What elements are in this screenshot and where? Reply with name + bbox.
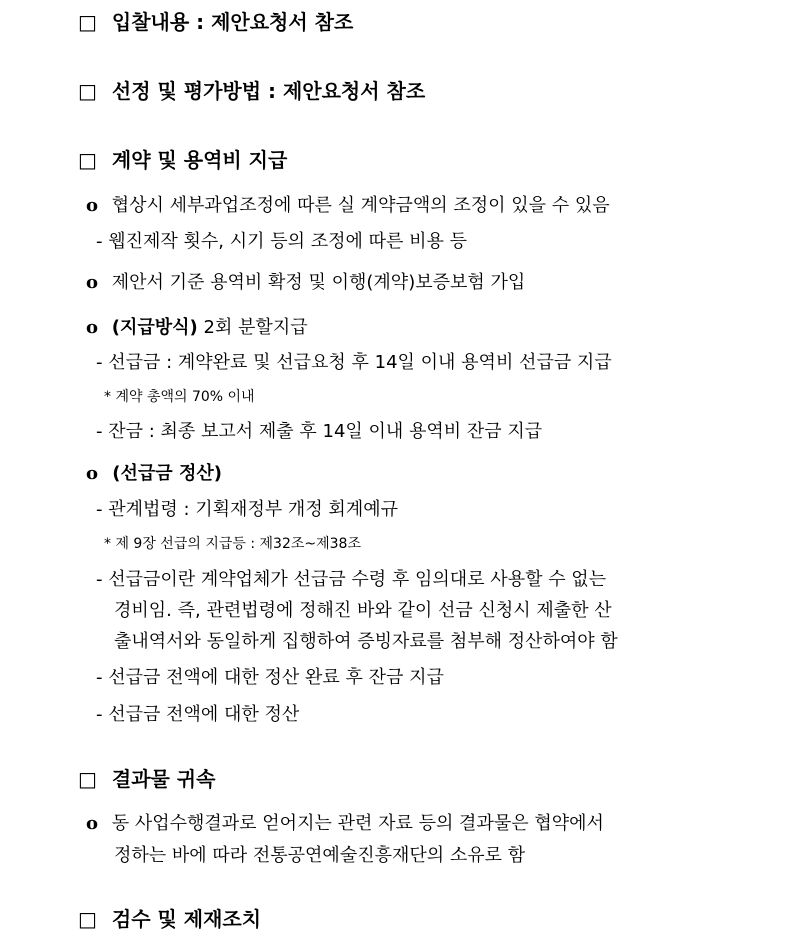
note-text: * 제 9장 선급의 지급등 : 제32조~제38조: [104, 536, 361, 552]
checkbox-square-icon: □: [78, 79, 97, 103]
sub-item-advance-definition-line3: [114, 627, 618, 653]
item-text: 동 사업수행결과로 얻어지는 관련 자료 등의 결과물은 협약에서: [111, 813, 604, 834]
checkbox-square-icon: □: [78, 907, 97, 931]
note-chapter9: [104, 533, 361, 553]
bullet-icon: o: [86, 317, 99, 338]
sub-item-webzine: [96, 227, 467, 253]
sub-item-advance: [96, 348, 612, 374]
list-item-payment-method: [86, 313, 308, 339]
sub-item-related-laws: [96, 495, 398, 521]
section-heading-bid-content: [78, 6, 353, 35]
list-item-ownership-line1: [86, 809, 604, 835]
section-title: 결과물 귀속: [111, 767, 216, 791]
item-text: 2회 분할지급: [197, 317, 308, 338]
list-item-ownership-line2: [114, 841, 525, 867]
sub-item-full-settlement: [96, 700, 299, 726]
list-item-negotiation: [86, 191, 610, 217]
item-label-bold: (지급방식): [111, 317, 198, 338]
checkbox-square-icon: □: [78, 10, 97, 34]
bullet-icon: o: [86, 813, 99, 834]
bullet-icon: o: [86, 272, 99, 293]
section-title: 입찰내용 : 제안요청서 참조: [111, 10, 354, 34]
item-text: - 잔금 : 최종 보고서 제출 후 14일 이내 용역비 잔금 지급: [96, 421, 543, 442]
item-text: - 선급금 전액에 대한 정산 완료 후 잔금 지급: [96, 667, 444, 688]
section-heading-deliverable-ownership: [78, 763, 215, 792]
item-text: 협상시 세부과업조정에 따른 실 계약금액의 조정이 있을 수 있음: [111, 195, 610, 216]
section-title: 선정 및 평가방법 : 제안요청서 참조: [111, 79, 426, 103]
item-text: 제안서 기준 용역비 확정 및 이행(계약)보증보험 가입: [111, 272, 526, 293]
sub-item-advance-definition-line2: [114, 596, 612, 622]
list-item-proposal-basis: [86, 268, 525, 294]
section-heading-contract-payment: [78, 144, 287, 173]
bullet-icon: o: [86, 195, 99, 216]
checkbox-square-icon: □: [78, 148, 97, 172]
item-text: - 선급금 : 계약완료 및 선급요청 후 14일 이내 용역비 선급금 지급: [96, 352, 612, 373]
item-label-bold: (선급금 정산): [112, 463, 222, 484]
sub-item-balance-after-settlement: [96, 663, 444, 689]
section-title: 계약 및 용역비 지급: [111, 148, 288, 172]
note-advance-limit: [104, 386, 255, 406]
note-text: * 계약 총액의 70% 이내: [104, 389, 255, 405]
item-text: - 관계법령 : 기획재정부 개정 회계예규: [96, 499, 398, 520]
section-heading-selection-method: [78, 75, 425, 104]
sub-item-advance-definition-line1: [96, 565, 606, 591]
item-text: - 선급금 전액에 대한 정산: [96, 704, 300, 725]
item-text: 정하는 바에 따라 전통공연예술진흥재단의 소유로 함: [114, 845, 526, 866]
item-text: 출내역서와 동일하게 집행하여 증빙자료를 첨부해 정산하여야 함: [114, 631, 618, 652]
section-title: 검수 및 제재조치: [111, 907, 262, 931]
list-item-advance-settlement: [86, 459, 222, 485]
item-text: - 선급금이란 계약업체가 선급금 수령 후 임의대로 사용할 수 없는: [96, 569, 607, 590]
sub-item-balance: [96, 417, 542, 443]
bullet-icon: o: [86, 463, 99, 484]
checkbox-square-icon: □: [78, 767, 97, 791]
item-text: - 웹진제작 횟수, 시기 등의 조정에 따른 비용 등: [96, 231, 467, 252]
section-heading-inspection-sanctions: [78, 903, 261, 932]
item-text: 경비임. 즉, 관련법령에 정해진 바와 같이 선금 신청시 제출한 산: [114, 600, 612, 621]
